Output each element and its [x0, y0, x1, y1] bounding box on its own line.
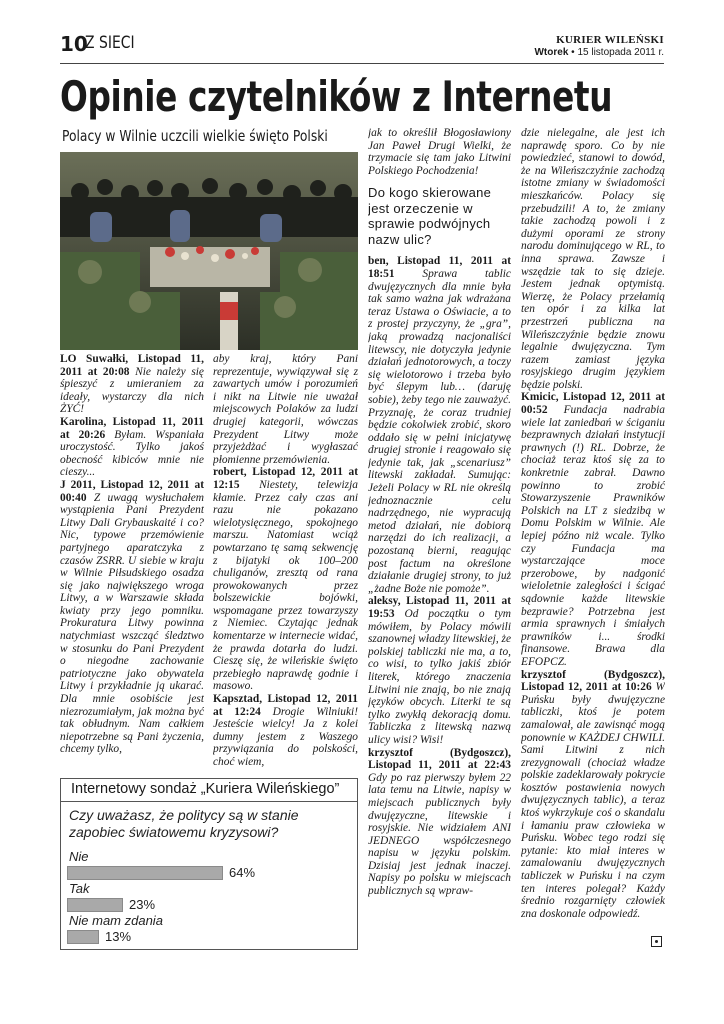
issue-date	[534, 47, 664, 58]
poll-option-pct: 13%	[105, 929, 132, 944]
issue-weekday: Wtorek	[534, 47, 569, 58]
poll-option-label: Nie	[69, 849, 89, 864]
comment-text: Sprawa tablic dwujęzycznych dla mnie była tak samo ważna jak wdrażana teraz Ustawa o Oświacie, a to z prostej przyczyny, że „gra”, jaką prowadzą nacjonaliści litewscy, nie dotyczyła jedynie działań jednotorowych, a toczy się wielotorowo i trzeba było być ślepym lub… (daruję sobie), żeby tego nie zauważyć. Przyznaję, że coraz trudniej będzie cokolwiek zrobić, skoro oddało się w pełni inicjatywę drugiej stronie i reagowało się jedynie tak, jak „scenariusz” litewski zakładał. Sumując: Jeżeli Polacy w RL nie określą jednoznacznie celu nadrzędnego, nie wypracują metod działań, nie dobiorą narzędzi do ich realizacji, a pozostaną bierni, reagując post factum na określone działanie drugiej strony, to już „żadne Boże nie pomoże”.	[368, 267, 511, 595]
article-headline: Opinie czytelników z Internetu	[60, 72, 613, 121]
comment-author: ben, Listopad 11, 2011 at 18:51	[368, 255, 511, 280]
comment-text: W Puńsku były dwujęzyczne tabliczki, ktoś je potem zamalował, ale zawisnąć mogą ponownie w KAŻDEJ CHWILI. Sami Litwini z nich zrezygnowali (chociaż władze polskie zadeklarowały pokrycie kosztów postawienia nowych dwujęzycznych tablic), a teraz ktoś wykrzykuje coś o skandalu i łamaniu praw człowieka w Puńsku. Wobec tego rodzi się pytanie: kto miał interes w zamalowaniu dwujęzycznych tabliczek w Puńsku i na czym ten interes polegał? Każdy średnio rozgarnięty człowiek zna doskonale odpowiedź.	[521, 681, 665, 920]
section-question: Do kogo skierowane jest orzeczenie w sprawie podwójnych nazw ulic?	[368, 185, 492, 247]
poll-option-pct: 64%	[229, 865, 256, 880]
comments-column-3	[368, 127, 511, 949]
comment-text: Nie należy się śpieszyć z umieraniem za ideały, wystarczy dla nich ŻYĆ!	[60, 365, 204, 416]
comment-author: LO Suwałki, Listopad 11, 2011 at 20:08	[60, 353, 204, 378]
comments-column-4	[521, 127, 665, 949]
comments-column-1	[60, 353, 204, 773]
comments-column-2	[213, 353, 358, 773]
comment-author: krzysztof (Bydgoszcz), Listopad 12, 2011 at 10:26	[521, 668, 665, 694]
poll-bar	[67, 866, 223, 880]
comment-text: Byłam. Wspaniała uroczystość. Tylko jakoś obecność kibiców mnie nie cieszy...	[60, 428, 204, 479]
comment-text: jak to określił Błogosławiony Jan Paweł Drugi Wielki, że trzymacie się tam jako Litwini Polskiego Pochodzenia!	[368, 127, 511, 177]
comment-text: Z uwagą wysłuchałem wystąpienia Pani Prezydent Litwy Dali Grybauskaité i co? Nic, typowe przemówienie partyjnego aparatczyka z czasów ZSRR. U siebie w kraju w Wilnie Piłsudskiego osadza się jako największego wroga Litwy, a w Warszawie składa kwiaty przy jego pomniku. Prokuratura Litwy powinna natychmiast wszcząć śledztwo w stosunku do Pani Prezydent o niegodne zachowanie patriotyczne jako obywatela Litwy i przykładnie ją ukarać. Dla mnie osobiście jest niezrozumiałym, jak można być tak obłudnym. Nam całkiem niepotrzebne są Pani życzenia, chcemy tylko,	[60, 491, 204, 756]
poll-question: Czy uważasz, że politycy są w stanie zapobiec światowemu kryzysowi?	[69, 807, 299, 840]
poll-option-pct: 23%	[129, 897, 156, 912]
issue-date-rest: • 15 listopada 2011 r.	[568, 47, 664, 58]
poll-option-label: Nie mam zdania	[69, 913, 163, 928]
page-number: 10	[60, 32, 88, 56]
comment-author: J 2011, Listopad 12, 2011 at 00:40	[60, 478, 204, 504]
section-name: Z SIECI	[85, 33, 135, 53]
comment-text: Od początku o tym mówiłem, by Polacy mówili szanownej władzy litewskiej, że polskiej tabliczki nie ma, a to, co wisi, to tylko jakiś zbiór literek, którego znaczenia Litwini nie znają, bo nie znają języków obcych. Literki te są tylko zwykłą dekoracją domu. Tabliczka z litewską nazwą ulicy wisi? Wisi!	[368, 608, 511, 746]
page-header	[60, 30, 664, 64]
poll-divider	[61, 801, 357, 802]
poll-title: Internetowy sondaż „Kuriera Wileńskiego”	[71, 781, 340, 797]
comment-text: dzie nielegalne, ale jest ich naprawdę sporo. Co by nie powiedzieć, stanowi to dowód, że na Wileńszczyźnie zachodzą istotne zmiany w świadomości mieszkańców. Polacy się przebudzili! A to, że zmiany takie zachodzą powoli i z dużymi oporami ze strony narodu dominującego w RL, to inna sprawa. Zawsze i wszędzie tak to się dzieje. Jestem jednak optymistą. Wierzę, że Polacy przełamią ten opór i za kilka lat przestrzeń publiczna na Wileńszczyźnie będzie znowu legalnie dwujęzyczna. Tym razem zamiast języka rosyjskiego drugim językiem będzie polski.	[521, 127, 665, 391]
comment-text: aby kraj, który Pani reprezentuje, wywiązywał się z zawartych umów i porozumień i nikt na Litwie nie uważał miejscowych Polaków za ludzi drugiej kategorii, wówczas Prezydent Litwy może przyjeżdżać i wygłaszać płomienne przemówienia.	[213, 353, 358, 466]
comment-author: aleksy, Listopad 11, 2011 at 19:53	[368, 595, 511, 620]
comment-author: krzysztof (Bydgoszcz), Listopad 11, 2011 at 22:43	[368, 746, 511, 772]
comment-text: Drogie Wilniuki! Jesteście wielcy! Ja z kolei dumny jestem z Waszego przywiązania do polskości, choć wiem,	[213, 705, 358, 768]
comment-author: Karolina, Listopad 11, 2011 at 20:26	[60, 415, 204, 441]
crowd-photo-image	[60, 152, 358, 350]
poll-option-label: Tak	[69, 881, 90, 896]
comment-text: Gdy po raz pierwszy byłem 22 lata temu na Litwie, napisy w miejscach publicznych były dwujęzyczne, litewskie i rosyjskie. Nie widziałem ANI JEDNEGO współczesnego napisu w języku polskim. Dzisiaj jest jednak inaczej. Napisy po polsku w miejscach publicznych są wpraw-	[368, 771, 511, 898]
comment-text: Fundacja nadrabia wiele lat zaniedbań w ściganiu bezprawnych działań instytucji prawnych (!) RL. Dobrze, że chociaż teraz ktoś się za to konkretnie zabrał. Dawno powinno to zrobić Stowarzyszenie Prawników Polskich na LT z siedzibą w Domu Polskim w Wilnie. Ale lepiej późno niż wcale. Tylko czy Fundacja ma wystarczające moce przerobowe, by nadgonić wieloletnie zaległości i ścigać sądownie każde litewskie bezprawie? Potrzebna jest armia sprawnych i śmiałych prawników i... środki finansowe. Brawa dla EFOPCZ.	[521, 404, 665, 668]
poll-box	[60, 778, 358, 950]
comment-author: robert, Listopad 12, 2011 at 12:15	[213, 466, 358, 491]
poll-bar	[67, 930, 99, 944]
comment-text: Niestety, telewizja kłamie. Przez cały czas ani razu nie pokazano wielotysięcznego, spokojnego marszu. Natomiast wciąż powtarzano tę samą sekwencję z bijatyki ok 100–200 chuliganów, zresztą od rana prowokowanych przez bolszewickie bojówki, wspomagane przez towarzyszy z Niemiec. Czytając jednak komentarze w internecie widać, że prawda dotarła do ludzi. Cieszę się, że wileńskie święto przebiegło naprawdę godnie i masowo.	[213, 478, 358, 693]
comment-author: Kapsztad, Listopad 12, 2011 at 12:24	[213, 693, 358, 718]
newspaper-name: KURIER WILEŃSKI	[556, 34, 664, 46]
crowd-photo	[60, 152, 358, 350]
poll-bar	[67, 898, 123, 912]
comment-author: Kmicic, Listopad 12, 2011 at 00:52	[521, 391, 665, 417]
end-of-article-icon	[651, 936, 662, 947]
article-subhead: Polacy w Wilnie uczcili wielkie święto Polski	[62, 127, 328, 145]
